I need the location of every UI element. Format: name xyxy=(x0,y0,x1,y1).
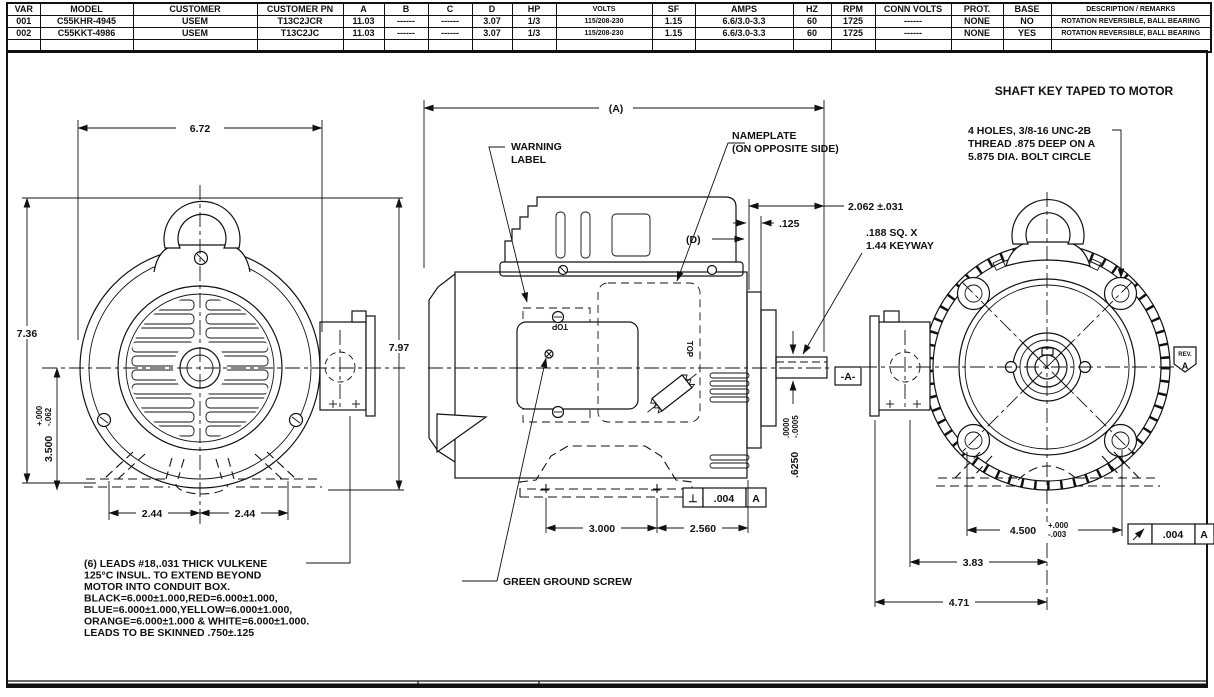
dim-box-to-center: 3.83 xyxy=(962,557,984,569)
table-cell: 6.6/3.0-3.3 xyxy=(695,28,793,40)
table-header-cell: C xyxy=(428,3,472,16)
dim-overall-height: 7.97 xyxy=(388,342,410,354)
keyway-note-line1: .188 SQ. X xyxy=(866,227,918,239)
table-cell: 3.07 xyxy=(472,16,512,28)
table-header-cell: BASE xyxy=(1003,3,1051,16)
table-header-cell: CUSTOMER xyxy=(133,3,257,16)
table-cell: 1.15 xyxy=(652,28,695,40)
shaft-key-note: SHAFT KEY TAPED TO MOTOR xyxy=(994,84,1174,98)
table-cell: 1725 xyxy=(831,16,875,28)
dim-box-face-to-center: 4.71 xyxy=(948,597,970,609)
top-marking-label: TOP xyxy=(551,322,569,331)
side-dimensions xyxy=(424,100,934,588)
perpendicularity-datum: A xyxy=(752,493,760,505)
table-cell: 1/3 xyxy=(512,28,556,40)
leads-note-line: ORANGE=6.000±1.000 & WHITE=6.000±1.000. xyxy=(84,615,310,628)
dim-d-label: (D) xyxy=(686,234,701,246)
taped-shaft-key xyxy=(643,368,702,419)
warning-note-line1: WARNING xyxy=(511,141,562,153)
table-header-cell: HZ xyxy=(793,3,831,16)
table-cell: NO xyxy=(1003,16,1051,28)
table-cell: 002 xyxy=(7,28,40,40)
lifting-eye xyxy=(164,201,240,248)
cover-label xyxy=(437,414,486,452)
table-header-cell: RPM xyxy=(831,3,875,16)
table-cell: C55KHR-4945 xyxy=(40,16,133,28)
dim-foot-to-face: 2.560 xyxy=(689,523,717,535)
table-cell: T13C2JC xyxy=(257,28,343,40)
side-view xyxy=(424,100,934,588)
perpendicularity-symbol: ⊥ xyxy=(688,493,698,505)
dim-foot-span: 3.000 xyxy=(588,523,616,535)
warning-label-plate xyxy=(517,322,638,409)
table-cell: 1/3 xyxy=(512,16,556,28)
table-cell: NONE xyxy=(951,28,1003,40)
table-header-cell: B xyxy=(384,3,428,16)
dim-shaft-dia-tol-minus: -.0005 xyxy=(791,415,800,438)
dim-shaft-center-tol-plus: +.000 xyxy=(35,405,44,426)
dim-shaft-dia-tol-plus: .0000 xyxy=(782,417,791,438)
table-cell: ROTATION REVERSIBLE, BALL BEARING xyxy=(1051,16,1211,28)
dim-foot-left: 2.44 xyxy=(141,508,163,520)
table-cell: USEM xyxy=(133,16,257,28)
keyway-note-line2: 1.44 KEYWAY xyxy=(866,240,934,252)
leads-note-line: 125°C INSUL. TO EXTEND BEYOND xyxy=(84,569,262,582)
dim-bolt-span-tol-minus: -.003 xyxy=(1048,530,1067,539)
dim-plate-thickness: .125 xyxy=(779,218,800,230)
dim-foot-right: 2.44 xyxy=(234,508,256,520)
leads-note-line: BLACK=6.000±1.000,RED=6.000±1.000, xyxy=(84,592,278,605)
table-cell: USEM xyxy=(133,28,257,40)
table-cell: 60 xyxy=(793,28,831,40)
nameplate-note-line1: NAMEPLATE xyxy=(732,130,797,142)
mounting-feet-side xyxy=(520,446,692,497)
leads-note-line: MOTOR INTO CONDUIT BOX. xyxy=(84,581,231,593)
dim-shaft-center-tol-minus: -.062 xyxy=(44,407,53,426)
table-header-cell: CUSTOMER PN xyxy=(257,3,343,16)
shaft xyxy=(776,357,827,378)
table-cell: 11.03 xyxy=(343,28,384,40)
table-cell: NONE xyxy=(951,16,1003,28)
table-header-cell: MODEL xyxy=(40,3,133,16)
keyway-slot xyxy=(1042,348,1053,355)
table-cell: 1.15 xyxy=(652,16,695,28)
front-view xyxy=(11,120,416,525)
runout-datum: A xyxy=(1200,529,1208,541)
table-cell: 3.07 xyxy=(472,28,512,40)
conduit-box-rear xyxy=(870,311,930,416)
conduit-box-front xyxy=(320,311,375,416)
holes-note-line2: THREAD .875 DEEP ON A xyxy=(968,138,1096,150)
table-cell: 001 xyxy=(7,16,40,28)
rear-view xyxy=(862,84,1214,610)
table-cell: 115/208-230 xyxy=(556,28,652,40)
leads-note-line: BLUE=6.000±1.000,YELLOW=6.000±1.000, xyxy=(84,604,293,616)
top-marking-nameplate: TOP xyxy=(685,340,694,358)
dim-shaft-extension: 2.062 ±.031 xyxy=(848,201,904,213)
table-header-cell: PROT. xyxy=(951,3,1003,16)
table-header-cell: SF xyxy=(652,3,695,16)
dim-front-width: 6.72 xyxy=(189,123,211,135)
table-cell: ------ xyxy=(875,28,951,40)
table-cell: ------ xyxy=(384,28,428,40)
table-header-cell: CONN VOLTS xyxy=(875,3,951,16)
table-cell: 6.6/3.0-3.3 xyxy=(695,16,793,28)
lifting-eye-rear xyxy=(1012,200,1084,244)
table-header-cell: D xyxy=(472,3,512,16)
table-header-cell: DESCRIPTION / REMARKS xyxy=(1051,3,1211,16)
ground-screw-note: GREEN GROUND SCREW xyxy=(503,576,632,588)
table-cell: 1725 xyxy=(831,28,875,40)
rev-label: REV. xyxy=(1178,352,1192,358)
leads-note-line: LEADS TO BE SKINNED .750±.125 xyxy=(84,627,255,639)
dim-shaft-center-height: 3.500 xyxy=(43,435,55,462)
table-header-cell: HP xyxy=(512,3,556,16)
warning-note-line2: LABEL xyxy=(511,154,546,166)
table-cell: ------ xyxy=(428,28,472,40)
dim-front-height: 7.36 xyxy=(16,328,38,340)
datum-a-flag: -A- xyxy=(840,371,856,383)
table-header-cell: A xyxy=(343,3,384,16)
runout-tolerance: .004 xyxy=(1162,529,1184,541)
runout-fcf xyxy=(1128,524,1214,544)
rev-value: A xyxy=(1181,361,1189,371)
table-cell: ROTATION REVERSIBLE, BALL BEARING xyxy=(1051,28,1211,40)
holes-note-line1: 4 HOLES, 3/8-16 UNC-2B xyxy=(968,125,1092,137)
table-cell: YES xyxy=(1003,28,1051,40)
dim-bolt-span: 4.500 xyxy=(1009,525,1037,537)
conduit-box-side xyxy=(500,197,743,276)
revision-flag xyxy=(1174,347,1196,372)
table-cell: T13C2JCR xyxy=(257,16,343,28)
table-header-cell: VAR xyxy=(7,3,40,16)
perpendicularity-tolerance: .004 xyxy=(713,493,735,505)
table-cell: C55KKT-4986 xyxy=(40,28,133,40)
table-cell: ------ xyxy=(875,16,951,28)
table-cell: ------ xyxy=(428,16,472,28)
table-cell: 115/208-230 xyxy=(556,16,652,28)
nameplate-note-line2: (ON OPPOSITE SIDE) xyxy=(732,143,839,155)
table-cell: ------ xyxy=(384,16,428,28)
table-header-cell: VOLTS xyxy=(556,3,652,16)
table-cell: 11.03 xyxy=(343,16,384,28)
leads-note-line: (6) LEADS #18,.031 THICK VULKENE xyxy=(84,558,268,570)
dim-shaft-diameter: .6250 xyxy=(789,451,801,478)
table-header-cell: AMPS xyxy=(695,3,793,16)
perpendicularity-fcf xyxy=(683,488,766,507)
holes-note-line3: 5.875 DIA. BOLT CIRCLE xyxy=(968,151,1091,163)
dim-overall-length: (A) xyxy=(608,103,624,115)
cooling-ribs xyxy=(710,373,749,468)
dim-bolt-span-tol-plus: +.000 xyxy=(1048,521,1069,530)
leads-note xyxy=(84,416,350,639)
table-cell: 60 xyxy=(793,16,831,28)
